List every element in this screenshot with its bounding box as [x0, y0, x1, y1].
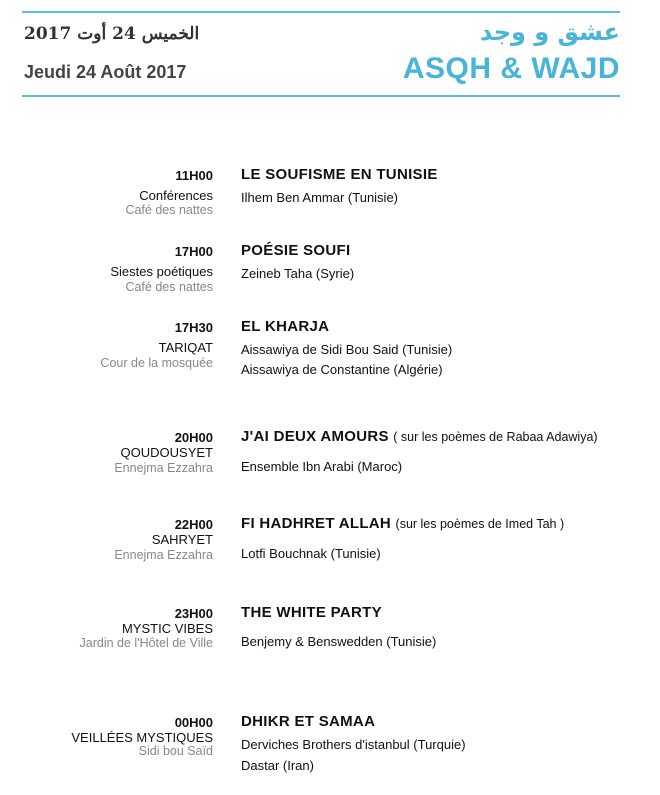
- event-genre: MYSTIC VIBES: [121, 621, 213, 636]
- event-title-text: EL KHARJA: [241, 318, 330, 335]
- top-rule: [22, 11, 620, 13]
- event-time: 20H00: [174, 430, 213, 445]
- event-artist: Derviches Brothers d'istanbul (Turquie): [241, 737, 466, 752]
- event-title-text: DHIKR ET SAMAA: [241, 713, 376, 730]
- event-title: [241, 604, 382, 621]
- event-time: 23H00: [174, 606, 213, 621]
- event-venue: Ennejma Ezzahra: [114, 461, 213, 475]
- event-artist: Aissawiya de Constantine (Algérie): [241, 362, 443, 377]
- event-title-text: LE SOUFISME EN TUNISIE: [241, 166, 438, 183]
- event-title: [241, 166, 438, 183]
- event-genre: Siestes poétiques: [110, 264, 213, 279]
- event-time: 17H30: [174, 320, 213, 335]
- event-title: [241, 713, 375, 730]
- event-item: [0, 517, 660, 597]
- event-artist: Ilhem Ben Ammar (Tunisie): [241, 190, 399, 205]
- event-artist: Aissawiya de Sidi Bou Said (Tunisie): [241, 342, 453, 357]
- event-item: [0, 244, 660, 324]
- header-divider: [22, 95, 620, 97]
- event-artist: Dastar (Iran): [241, 758, 314, 773]
- event-venue: Ennejma Ezzahra: [114, 548, 213, 562]
- event-artist: Lotfi Bouchnak (Tunisie): [241, 546, 381, 561]
- event-item: [0, 715, 660, 795]
- event-item: [0, 168, 660, 248]
- event-item: [0, 606, 660, 686]
- event-time: 11H00: [175, 168, 213, 183]
- event-genre: VEILLÉES MYSTIQUES: [71, 730, 213, 745]
- event-title-text: THE WHITE PARTY: [241, 604, 382, 621]
- event-time: 22H00: [174, 517, 213, 532]
- event-subtitle: (sur les poèmes de Imed Tah ): [395, 517, 565, 531]
- festival-title-arabic: عشق و وجد: [479, 18, 620, 46]
- event-genre: Conférences: [139, 188, 213, 203]
- event-title-text: FI HADHRET ALLAH: [241, 515, 392, 532]
- event-title-text: POÉSIE SOUFI: [241, 242, 351, 259]
- event-venue: Café des nattes: [125, 203, 213, 217]
- event-time: 00H00: [174, 715, 213, 730]
- event-artist: Zeineb Taha (Syrie): [241, 266, 355, 281]
- event-title-text: J'AI DEUX AMOURS: [241, 428, 389, 445]
- event-venue: Café des nattes: [125, 280, 213, 294]
- event-title: [241, 318, 329, 335]
- event-subtitle: ( sur les poèmes de Rabaa Adawiya): [393, 430, 598, 444]
- event-item: [0, 320, 660, 400]
- event-venue: Jardin de l'Hôtel de Ville: [79, 636, 213, 650]
- event-genre: SAHRYET: [151, 532, 213, 547]
- event-artist: Benjemy & Benswedden (Tunisie): [241, 634, 437, 649]
- event-time: 17H00: [174, 244, 213, 259]
- event-genre: QOUDOUSYET: [120, 445, 213, 460]
- event-venue: Sidi bou Saïd: [138, 744, 213, 758]
- date-arabic: الخميس 24 أوت 2017: [24, 24, 200, 44]
- festival-title-latin: ASQH & WAJD: [402, 52, 620, 85]
- event-venue: Cour de la mosquée: [100, 356, 213, 370]
- event-artist: Ensemble Ibn Arabi (Maroc): [241, 459, 403, 474]
- event-title: [241, 242, 350, 259]
- date-french: Jeudi 24 Août 2017: [24, 62, 187, 82]
- event-title: [241, 515, 564, 532]
- event-item: [0, 430, 660, 510]
- event-title: [241, 428, 598, 445]
- event-genre: TARIQAT: [158, 340, 213, 355]
